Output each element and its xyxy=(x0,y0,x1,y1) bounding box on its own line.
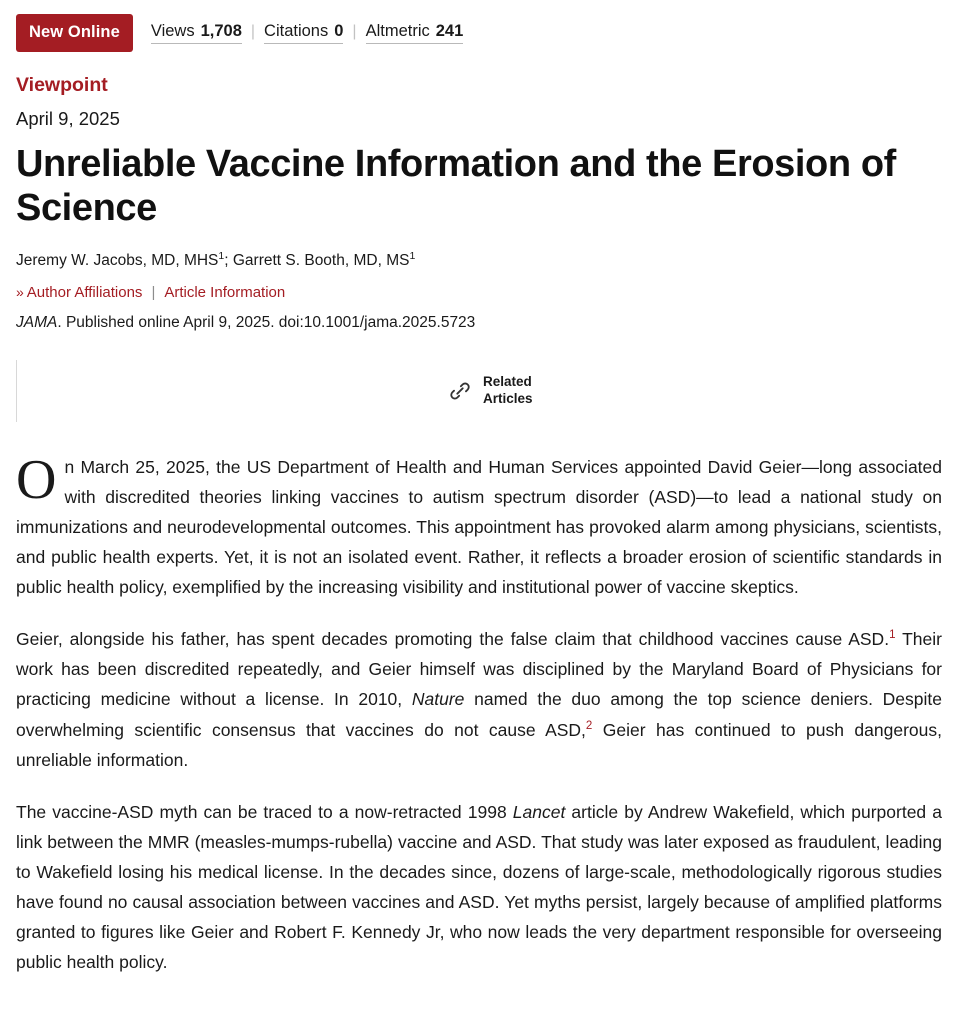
author-one: Jeremy W. Jacobs, MD, MHS xyxy=(16,251,219,269)
related-line-1: Related xyxy=(483,373,532,389)
paragraph-1 xyxy=(16,448,942,602)
citation-line xyxy=(16,314,942,332)
author-two: ; Garrett S. Booth, MD, MS xyxy=(224,251,410,269)
paragraph-2-seg-1: Geier, alongside his father, has spent decades promoting the false claim that childhood vaccines cause ASD. xyxy=(16,629,890,650)
journal-name: JAMA xyxy=(16,313,58,331)
publication-date: April 9, 2025 xyxy=(16,107,120,129)
paragraph-3-seg-2: article by Andrew Wakefield, which purported a link between the MMR (measles-mumps-rubella) vaccine and ASD. That study was later exposed as fraudulent, leading to Wakefield losing his medical license. In the decades since, dozens of large-scale, methodologically rigorous studies have found no causal association between vaccines and ASD. Yet myths persist, largely because of amplified platforms granted to figures like Geier and Robert F. Kennedy Jr, who now leads the very department responsible for overseeing public health policy. xyxy=(16,801,942,973)
related-articles-label xyxy=(483,374,533,408)
drop-cap: O xyxy=(16,448,57,511)
related-articles-box xyxy=(16,360,942,422)
paragraph-2 xyxy=(16,624,942,774)
citation-details: . Published online April 9, 2025. doi:10.1001/jama.2025.5723 xyxy=(57,313,476,331)
new-online-badge: New Online xyxy=(16,14,133,52)
author-list xyxy=(16,250,942,270)
related-divider xyxy=(16,360,17,422)
article-links-row xyxy=(16,284,942,301)
metric-altmetric[interactable] xyxy=(366,22,464,44)
paragraph-2-seg-2: Their work has been discredited repeatedly, and Geier himself was disciplined by the Maryland Board of Physicians for practicing medicine without a license. In 2010, xyxy=(16,629,942,710)
metric-altmetric-value: 241 xyxy=(435,21,464,40)
metric-views[interactable] xyxy=(151,22,242,44)
link-separator: | xyxy=(151,283,156,301)
article-body xyxy=(16,448,942,978)
metrics-bar xyxy=(16,14,942,52)
paragraph-1-text: n March 25, 2025, the US Department of Health and Human Services appointed David Geier—long associated with discredited theories linking vaccines to autism spectrum disorder (ASD)—to lead a national study on immunizations and neurodevelopmental outcomes. This appointment has provoked alarm among physicians, scientists, and public health experts. Yet, it is not an isolated event. Rather, it reflects a broader erosion of scientific standards in public health policy, exemplified by the increasing visibility and institutional power of vaccine skeptics. xyxy=(16,456,942,598)
article-information-link[interactable]: Article Information xyxy=(164,283,286,301)
paragraph-3 xyxy=(16,797,942,978)
metric-views-label: Views xyxy=(150,21,195,40)
author-two-affiliation-marker: 1 xyxy=(409,249,416,262)
paragraph-2-italic-nature: Nature xyxy=(411,689,465,710)
reference-marker-2[interactable]: 2 xyxy=(585,719,593,732)
paragraph-2-seg-4: Geier has continued to push dangerous, unreliable information. xyxy=(16,719,942,770)
paragraph-2-seg-3: named the duo among the top science deniers. Despite overwhelming scientific consensus that vaccines do not cause ASD, xyxy=(16,689,942,740)
related-articles-link[interactable] xyxy=(447,360,533,422)
reference-marker-1[interactable]: 1 xyxy=(889,629,896,642)
metric-separator-2: | xyxy=(352,22,357,40)
metric-citations-value: 0 xyxy=(334,21,344,40)
paragraph-3-italic-lancet: Lancet xyxy=(512,801,566,822)
author-one-affiliation-marker: 1 xyxy=(218,249,225,262)
metric-views-value: 1,708 xyxy=(200,21,242,40)
metric-separator-1: | xyxy=(250,22,256,40)
paragraph-3-seg-1: The vaccine-ASD myth can be traced to a now-retracted 1998 xyxy=(16,801,513,822)
author-affiliations-link[interactable]: Author Affiliations xyxy=(26,283,143,301)
article-type: Viewpoint xyxy=(16,73,108,96)
related-line-2: Articles xyxy=(483,390,533,406)
link-icon xyxy=(447,378,473,404)
metric-citations-label: Citations xyxy=(264,21,329,40)
chevron-double-right-icon: » xyxy=(16,284,22,301)
metric-altmetric-label: Altmetric xyxy=(365,21,430,40)
page-title: Unreliable Vaccine Information and the Erosion of Science xyxy=(16,142,896,229)
metrics-list xyxy=(151,22,463,44)
metric-citations[interactable] xyxy=(264,22,343,44)
